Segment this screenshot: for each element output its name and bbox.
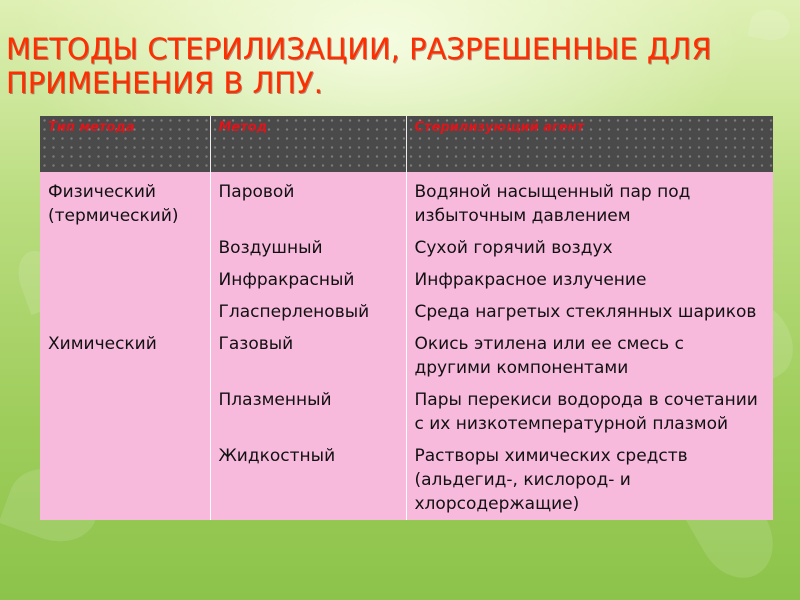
table-row bbox=[40, 264, 773, 296]
cell-agent: Растворы химических средств (альдегид-, кислород- и хлорсодержащие) bbox=[414, 446, 688, 514]
cell-method: Паровой bbox=[210, 172, 406, 232]
cell-method-type: Химический bbox=[40, 328, 210, 384]
cell-method: Воздушный bbox=[210, 232, 406, 264]
cell-agent: Окись этилена или ее смесь с другими компонентами bbox=[414, 334, 684, 378]
table-row bbox=[40, 440, 773, 520]
header-sterilizing-agent: Стерилизующий агент bbox=[406, 116, 773, 172]
table-header-row bbox=[40, 116, 773, 172]
cell-method-type bbox=[40, 264, 210, 296]
cell-agent: Пары перекиси водорода в сочетании с их низкотемпературной плазмой bbox=[414, 390, 758, 434]
table-row bbox=[40, 384, 773, 440]
cell-method: Газовый bbox=[210, 328, 406, 384]
table-row bbox=[40, 232, 773, 264]
slide-title: МЕТОДЫ СТЕРИЛИЗАЦИИ, РАЗРЕШЕННЫЕ ДЛЯ ПРИМЕНЕНИЯ В ЛПУ. bbox=[6, 32, 712, 100]
cell-method-type: Физический (термический) bbox=[40, 172, 210, 232]
cell-agent: Сухой горячий воздух bbox=[414, 238, 613, 258]
sterilization-methods-table bbox=[40, 116, 773, 520]
cell-method: Плазменный bbox=[210, 384, 406, 440]
cell-method-type bbox=[40, 440, 210, 520]
table-row bbox=[40, 172, 773, 232]
header-method: Метод bbox=[210, 116, 406, 172]
cell-method-type bbox=[40, 296, 210, 328]
cell-agent: Инфракрасное излучение bbox=[414, 270, 647, 290]
cell-method-type bbox=[40, 384, 210, 440]
table-row bbox=[40, 328, 773, 384]
cell-method: Гласперленовый bbox=[210, 296, 406, 328]
cell-method: Инфракрасный bbox=[210, 264, 406, 296]
cell-agent: Водяной насыщенный пар под избыточным давлением bbox=[414, 182, 691, 226]
cell-method-type bbox=[40, 232, 210, 264]
cell-method: Жидкостный bbox=[210, 440, 406, 520]
header-method-type: Тип метода bbox=[40, 116, 210, 172]
table-row bbox=[40, 296, 773, 328]
cell-agent: Среда нагретых стеклянных шариков bbox=[414, 302, 757, 322]
